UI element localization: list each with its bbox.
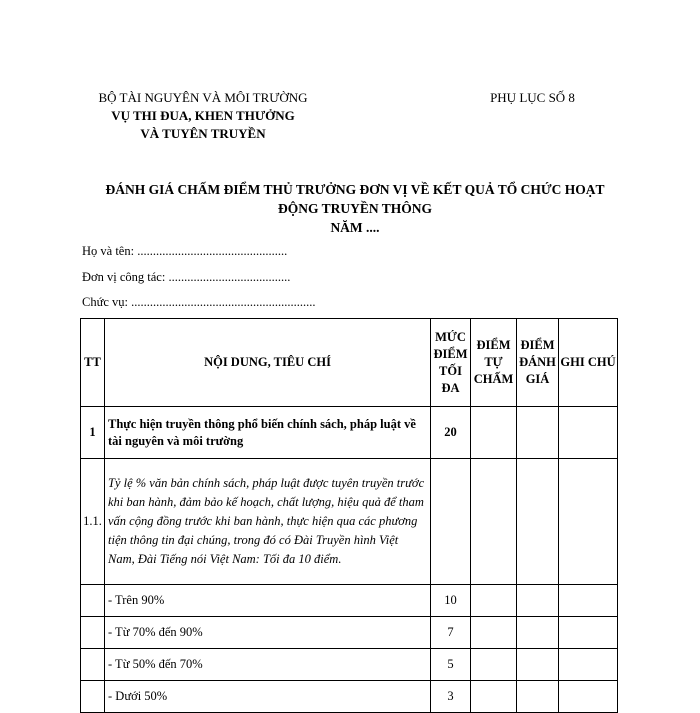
row-max-score: 5 bbox=[431, 649, 471, 681]
department-line-1: VỤ THI ĐUA, KHEN THƯỞNG bbox=[111, 108, 295, 123]
row-note-cell[interactable] bbox=[559, 649, 618, 681]
row-self-score-cell[interactable] bbox=[471, 649, 517, 681]
col-header-evaluation-score: ĐIỂM ĐÁNH GIÁ bbox=[517, 319, 559, 407]
row-content: Thực hiện truyền thông phổ biến chính sách, pháp luật về tài nguyên và môi trường bbox=[105, 407, 431, 459]
row-max-score bbox=[431, 459, 471, 585]
row-note-cell[interactable] bbox=[559, 585, 618, 617]
row-evaluation-score-cell[interactable] bbox=[517, 681, 559, 713]
document-year: NĂM .... bbox=[330, 220, 380, 235]
row-evaluation-score-cell[interactable] bbox=[517, 649, 559, 681]
document-title-line-2: ĐỘNG TRUYỀN THÔNG bbox=[277, 201, 433, 216]
table-row bbox=[81, 649, 618, 681]
row-evaluation-score-cell[interactable] bbox=[517, 459, 559, 585]
evaluation-table bbox=[80, 318, 618, 713]
row-evaluation-score-cell[interactable] bbox=[517, 585, 559, 617]
col-header-self-score: ĐIỂM TỰ CHẤM bbox=[471, 319, 517, 407]
row-tt bbox=[81, 681, 105, 713]
row-tt bbox=[81, 649, 105, 681]
col-header-note: GHI CHÚ bbox=[559, 319, 618, 407]
row-max-score: 7 bbox=[431, 617, 471, 649]
ministry-name: BỘ TÀI NGUYÊN VÀ MÔI TRƯỜNG bbox=[98, 90, 308, 105]
row-content: - Từ 70% đến 90% bbox=[105, 617, 431, 649]
appendix-label: PHỤ LỤC SỐ 8 bbox=[490, 90, 575, 105]
row-self-score-cell[interactable] bbox=[471, 617, 517, 649]
col-header-tt: TT bbox=[81, 319, 105, 407]
unit-field: Đơn vị công tác: ....................................... bbox=[82, 270, 291, 284]
row-self-score-cell[interactable] bbox=[471, 407, 517, 459]
row-evaluation-score-cell[interactable] bbox=[517, 407, 559, 459]
table-header-row bbox=[81, 319, 618, 407]
row-tt: 1.1. bbox=[81, 459, 105, 585]
document-title-line-1: ĐÁNH GIÁ CHẤM ĐIỂM THỦ TRƯỞNG ĐƠN VỊ VỀ KẾT QUẢ TỔ CHỨC HOẠT bbox=[105, 182, 605, 197]
row-note-cell[interactable] bbox=[559, 681, 618, 713]
department-line-2: VÀ TUYÊN TRUYỀN bbox=[140, 126, 266, 141]
row-evaluation-score-cell[interactable] bbox=[517, 617, 559, 649]
position-field: Chức vụ: ........................................................... bbox=[82, 295, 316, 309]
row-self-score-cell[interactable] bbox=[471, 681, 517, 713]
table-row bbox=[81, 459, 618, 585]
row-max-score: 20 bbox=[431, 407, 471, 459]
name-field: Họ và tên: ................................................ bbox=[82, 244, 288, 258]
row-self-score-cell[interactable] bbox=[471, 459, 517, 585]
row-content: - Từ 50% đến 70% bbox=[105, 649, 431, 681]
row-note-cell[interactable] bbox=[559, 617, 618, 649]
row-max-score: 10 bbox=[431, 585, 471, 617]
col-header-content: NỘI DUNG, TIÊU CHÍ bbox=[105, 319, 431, 407]
table-row bbox=[81, 407, 618, 459]
table-row bbox=[81, 681, 618, 713]
row-max-score: 3 bbox=[431, 681, 471, 713]
row-content: - Trên 90% bbox=[105, 585, 431, 617]
row-content: Tỷ lệ % văn bản chính sách, pháp luật được tuyên truyền trước khi ban hành, đảm bảo kế hoạch, chất lượng, hiệu quả để tham vấn cộng đồng trước khi ban hành, thực hiện qua các phương tiện thông tin đại chúng, trong đó có Đài Truyền hình Việt Nam, Đài Tiếng nói Việt Nam: Tối đa 10 điểm. bbox=[105, 459, 431, 585]
row-tt bbox=[81, 617, 105, 649]
col-header-max-score: MỨC ĐIỂM TỐI ĐA bbox=[431, 319, 471, 407]
row-tt bbox=[81, 585, 105, 617]
row-note-cell[interactable] bbox=[559, 459, 618, 585]
row-self-score-cell[interactable] bbox=[471, 585, 517, 617]
table-row bbox=[81, 585, 618, 617]
table-row bbox=[81, 617, 618, 649]
row-tt: 1 bbox=[81, 407, 105, 459]
row-content: - Dưới 50% bbox=[105, 681, 431, 713]
row-note-cell[interactable] bbox=[559, 407, 618, 459]
